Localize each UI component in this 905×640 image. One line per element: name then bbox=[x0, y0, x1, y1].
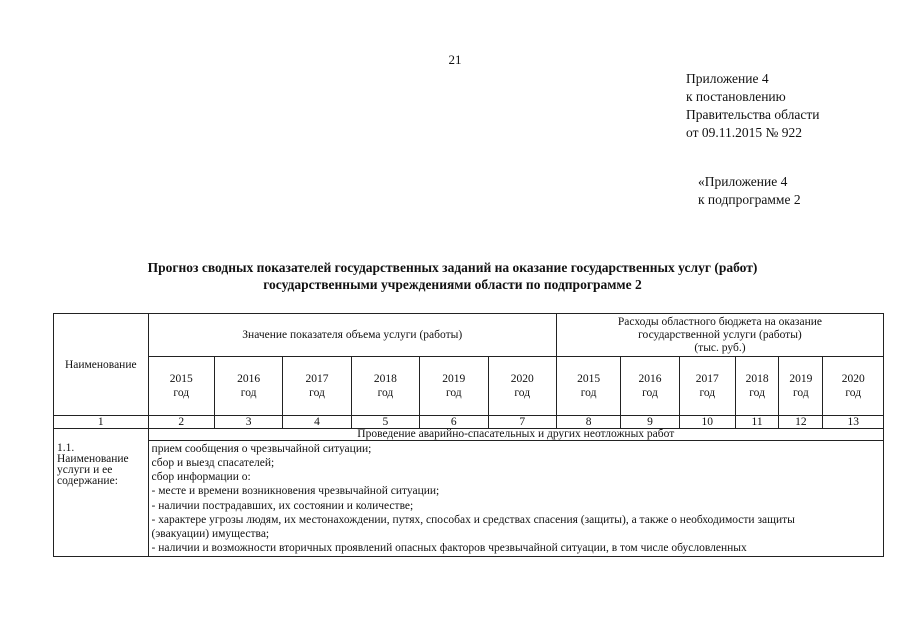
column-number-cell: 7 bbox=[488, 416, 556, 429]
column-number-cell: 1 bbox=[54, 416, 149, 429]
header-budget-line: Расходы областного бюджета на оказание bbox=[617, 315, 822, 328]
year-value: 2015 bbox=[577, 373, 601, 385]
title-line: Прогноз сводных показателей государственных заданий на оказание государственных услуг (работ) bbox=[147, 260, 758, 275]
row-label-line: Наименование bbox=[57, 453, 129, 465]
section-title: Проведение аварийно-спасательных и других неотложных работ bbox=[148, 429, 883, 441]
content-line: (эвакуации) имущества; bbox=[151, 527, 270, 540]
year-value: 2017 bbox=[305, 373, 329, 385]
year-header-cell bbox=[621, 357, 679, 416]
year-value: 2018 bbox=[373, 373, 397, 385]
year-word: год bbox=[309, 387, 325, 399]
year-word: год bbox=[642, 387, 658, 399]
year-value: 2020 bbox=[841, 373, 865, 385]
year-header-cell bbox=[823, 357, 884, 416]
column-number-cell: 2 bbox=[148, 416, 214, 429]
document-title bbox=[50, 259, 855, 293]
year-value: 2020 bbox=[510, 373, 534, 385]
row-label-line: 1.1. bbox=[57, 442, 75, 454]
year-word: год bbox=[514, 387, 531, 399]
column-number-cell: 10 bbox=[679, 416, 735, 429]
year-header-cell bbox=[148, 357, 214, 416]
year-value: 2019 bbox=[442, 373, 466, 385]
year-header-cell bbox=[351, 357, 419, 416]
appendix-line: к постановлению bbox=[686, 89, 786, 104]
appendix-line: Правительства области bbox=[686, 107, 820, 122]
appendix-line: Приложение 4 bbox=[686, 71, 769, 86]
year-word: год bbox=[792, 387, 809, 399]
header-budget-line: (тыс. руб.) bbox=[694, 341, 746, 354]
appendix-block bbox=[686, 70, 819, 142]
column-number-cell: 5 bbox=[351, 416, 419, 429]
year-word: год bbox=[749, 387, 765, 399]
row-label-line: содержание: bbox=[57, 475, 118, 487]
year-header-cell bbox=[214, 357, 282, 416]
content-line: - характере угрозы людям, их местонахождении, путях, способах и средствах спасения (защиты), а также о необходимости защиты bbox=[151, 513, 795, 526]
title-line: государственными учреждениями области по подпрограмме 2 bbox=[263, 277, 642, 292]
column-number-cell: 9 bbox=[621, 416, 679, 429]
column-number-cell: 3 bbox=[214, 416, 282, 429]
year-header-cell bbox=[735, 357, 778, 416]
year-word: год bbox=[377, 387, 394, 399]
page-number: 21 bbox=[448, 52, 462, 67]
year-header-cell bbox=[679, 357, 735, 416]
content-line: сбор информации о: bbox=[151, 471, 251, 484]
content-line: прием сообщения о чрезвычайной ситуации; bbox=[151, 442, 372, 455]
header-name: Наименование bbox=[54, 314, 149, 416]
appendix-line: «Приложение 4 bbox=[698, 174, 788, 189]
year-value: 2015 bbox=[169, 373, 193, 385]
column-number-cell: 8 bbox=[556, 416, 620, 429]
year-header-cell bbox=[488, 357, 556, 416]
column-number-cell: 13 bbox=[823, 416, 884, 429]
year-value: 2018 bbox=[745, 373, 769, 385]
year-word: год bbox=[240, 387, 257, 399]
appendix-line: от 09.11.2015 № 922 bbox=[686, 125, 802, 140]
column-number-cell: 12 bbox=[779, 416, 823, 429]
column-number-cell: 11 bbox=[735, 416, 778, 429]
year-header-cell bbox=[779, 357, 823, 416]
year-header-cell bbox=[420, 357, 488, 416]
year-value: 2016 bbox=[638, 373, 662, 385]
year-value: 2016 bbox=[237, 373, 261, 385]
content-line: - наличии и возможности вторичных проявлений опасных факторов чрезвычайной ситуации, в том числе обусловленных bbox=[151, 542, 747, 555]
service-content bbox=[148, 441, 883, 557]
appendix-subprogram-block bbox=[698, 173, 801, 209]
appendix-line: к подпрограмме 2 bbox=[698, 192, 801, 207]
year-word: год bbox=[699, 387, 716, 399]
column-number-cell: 4 bbox=[283, 416, 351, 429]
header-volume-group: Значение показателя объема услуги (работы) bbox=[148, 314, 556, 357]
year-value: 2017 bbox=[695, 373, 719, 385]
header-budget-group bbox=[556, 314, 883, 357]
content-line: - месте и времени возникновения чрезвычайной ситуации; bbox=[151, 485, 440, 498]
year-word: год bbox=[445, 387, 462, 399]
row-label-line: услуги и ее bbox=[57, 464, 113, 476]
header-budget-line: государственной услуги (работы) bbox=[638, 328, 802, 341]
row-label-cell bbox=[54, 429, 149, 557]
year-value: 2019 bbox=[789, 373, 813, 385]
year-word: год bbox=[845, 387, 862, 399]
year-word: год bbox=[580, 387, 597, 399]
column-number-cell: 6 bbox=[420, 416, 488, 429]
content-line: - наличии пострадавших, их состоянии и количестве; bbox=[151, 499, 414, 512]
content-line: сбор и выезд спасателей; bbox=[151, 456, 275, 469]
year-header-cell bbox=[283, 357, 351, 416]
year-header-cell bbox=[556, 357, 620, 416]
forecast-table bbox=[53, 313, 884, 557]
year-word: год bbox=[173, 387, 190, 399]
